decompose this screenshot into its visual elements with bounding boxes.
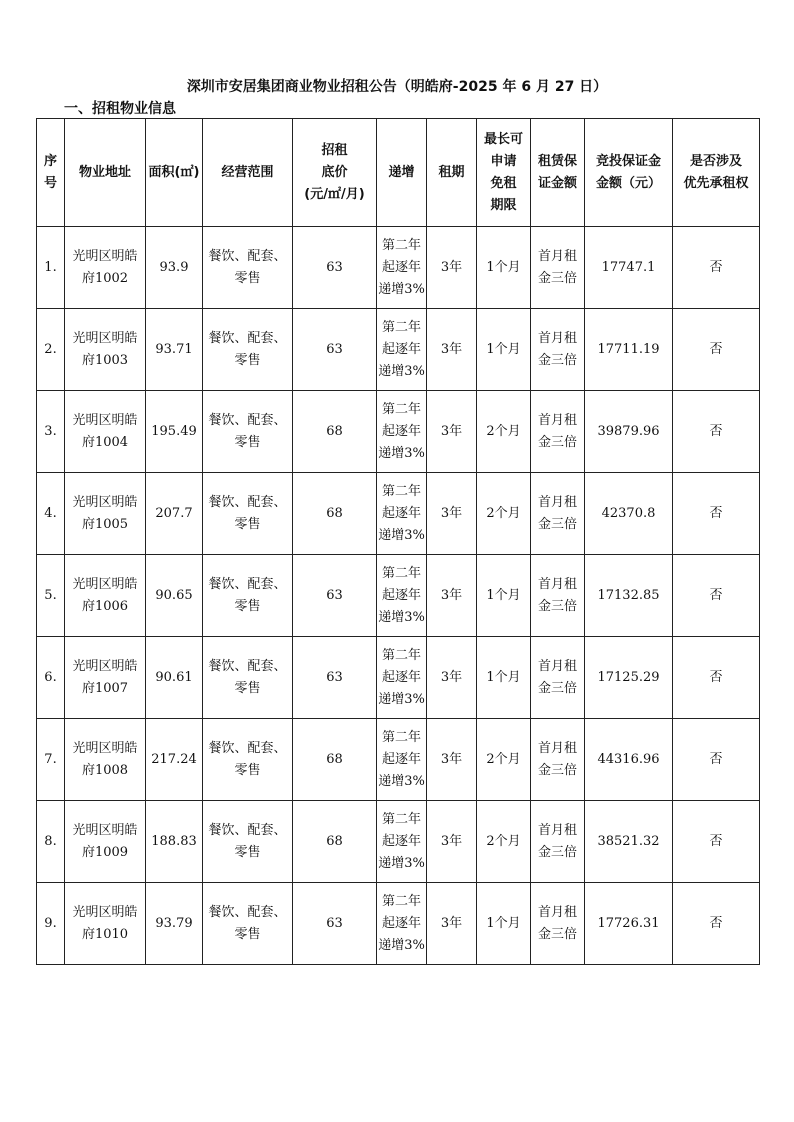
table-row [37, 473, 760, 555]
cell-scope-line: 零售 [234, 762, 261, 778]
cell-bid-deposit: 17726.31 [585, 883, 673, 965]
header-base-price-line: 招租 [321, 142, 348, 158]
cell-address [65, 555, 146, 637]
cell-rent-free: 2个月 [477, 473, 531, 555]
cell-area: 90.61 [146, 637, 203, 719]
table-row [37, 309, 760, 391]
cell-seq: 4. [37, 473, 65, 555]
cell-deposit-line: 首月租 [537, 822, 577, 838]
cell-deposit-line: 首月租 [537, 658, 577, 674]
cell-seq: 6. [37, 637, 65, 719]
header-scope-line: 经营范围 [221, 164, 274, 180]
cell-deposit [531, 555, 585, 637]
cell-address-line: 府1002 [81, 270, 129, 286]
table-row [37, 801, 760, 883]
section-heading: 一、招租物业信息 [64, 101, 176, 117]
cell-increment-line: 递增3% [378, 445, 425, 461]
cell-scope-line: 餐饮、配套、 [208, 330, 287, 346]
cell-bid-deposit: 17132.85 [585, 555, 673, 637]
cell-area: 93.9 [146, 227, 203, 309]
cell-scope [203, 801, 293, 883]
cell-scope-line: 零售 [234, 680, 261, 696]
cell-deposit-line: 金三倍 [537, 844, 577, 860]
cell-seq: 1. [37, 227, 65, 309]
cell-address-line: 府1003 [81, 352, 129, 368]
cell-deposit-line: 首月租 [537, 494, 577, 510]
cell-base-price: 63 [293, 555, 377, 637]
cell-increment-line: 第二年 [381, 893, 421, 909]
cell-bid-deposit: 17747.1 [585, 227, 673, 309]
cell-increment [377, 309, 427, 391]
cell-base-price: 68 [293, 719, 377, 801]
cell-increment-line: 第二年 [381, 729, 421, 745]
header-scope [203, 119, 293, 227]
cell-increment-line: 起逐年 [381, 505, 421, 521]
cell-deposit-line: 金三倍 [537, 680, 577, 696]
cell-priority: 否 [673, 309, 760, 391]
cell-increment-line: 第二年 [381, 319, 421, 335]
header-bid-deposit-line: 金额（元） [595, 175, 661, 191]
cell-deposit-line: 首月租 [537, 248, 577, 264]
cell-deposit-line: 金三倍 [537, 270, 577, 286]
table-row [37, 719, 760, 801]
cell-address-line: 光明区明皓 [72, 330, 138, 346]
cell-address-line: 府1007 [81, 680, 129, 696]
cell-scope [203, 719, 293, 801]
cell-scope-line: 零售 [234, 352, 261, 368]
cell-priority: 否 [673, 391, 760, 473]
cell-bid-deposit: 38521.32 [585, 801, 673, 883]
cell-priority: 否 [673, 801, 760, 883]
cell-priority: 否 [673, 227, 760, 309]
cell-term: 3年 [427, 883, 477, 965]
cell-increment-line: 起逐年 [381, 915, 421, 931]
cell-scope-line: 餐饮、配套、 [208, 412, 287, 428]
cell-increment-line: 第二年 [381, 237, 421, 253]
cell-term: 3年 [427, 391, 477, 473]
cell-scope [203, 883, 293, 965]
cell-base-price: 63 [293, 637, 377, 719]
cell-area: 195.49 [146, 391, 203, 473]
cell-address-line: 光明区明皓 [72, 494, 138, 510]
cell-increment [377, 883, 427, 965]
header-address-line: 物业地址 [78, 164, 131, 180]
cell-increment-line: 递增3% [378, 281, 425, 297]
cell-increment-line: 起逐年 [381, 751, 421, 767]
cell-address-line: 光明区明皓 [72, 412, 138, 428]
cell-increment-line: 起逐年 [381, 833, 421, 849]
cell-scope-line: 零售 [234, 844, 261, 860]
cell-increment-line: 起逐年 [381, 341, 421, 357]
header-rent-free-line: 申请 [490, 153, 517, 169]
cell-scope-line: 餐饮、配套、 [208, 576, 287, 592]
header-deposit-line: 租赁保 [537, 153, 577, 169]
cell-deposit-line: 首月租 [537, 904, 577, 920]
cell-rent-free: 1个月 [477, 555, 531, 637]
header-seq-line: 序 [43, 153, 57, 169]
cell-scope-line: 餐饮、配套、 [208, 740, 287, 756]
cell-increment-line: 第二年 [381, 811, 421, 827]
cell-increment [377, 473, 427, 555]
cell-address-line: 光明区明皓 [72, 248, 138, 264]
cell-increment-line: 起逐年 [381, 669, 421, 685]
cell-increment [377, 719, 427, 801]
cell-scope-line: 餐饮、配套、 [208, 904, 287, 920]
cell-increment-line: 起逐年 [381, 259, 421, 275]
cell-increment-line: 递增3% [378, 937, 425, 953]
cell-address [65, 309, 146, 391]
cell-term: 3年 [427, 473, 477, 555]
cell-deposit [531, 227, 585, 309]
cell-scope [203, 555, 293, 637]
cell-address-line: 府1010 [81, 926, 129, 942]
header-rent-free [477, 119, 531, 227]
cell-bid-deposit: 44316.96 [585, 719, 673, 801]
cell-area: 93.79 [146, 883, 203, 965]
cell-seq: 2. [37, 309, 65, 391]
table-row [37, 555, 760, 637]
header-base-price-line: 底价 [321, 164, 348, 180]
cell-address-line: 光明区明皓 [72, 576, 138, 592]
table-row [37, 883, 760, 965]
header-address [65, 119, 146, 227]
cell-increment-line: 第二年 [381, 647, 421, 663]
cell-base-price: 68 [293, 801, 377, 883]
cell-deposit [531, 637, 585, 719]
cell-deposit [531, 309, 585, 391]
table-row [37, 227, 760, 309]
cell-rent-free: 2个月 [477, 719, 531, 801]
cell-address-line: 光明区明皓 [72, 740, 138, 756]
cell-deposit [531, 883, 585, 965]
cell-seq: 7. [37, 719, 65, 801]
cell-increment [377, 801, 427, 883]
cell-area: 217.24 [146, 719, 203, 801]
header-deposit-line: 证金额 [537, 175, 577, 191]
cell-term: 3年 [427, 309, 477, 391]
cell-rent-free: 1个月 [477, 227, 531, 309]
cell-base-price: 68 [293, 473, 377, 555]
cell-address [65, 391, 146, 473]
cell-scope-line: 零售 [234, 434, 261, 450]
cell-deposit-line: 金三倍 [537, 352, 577, 368]
cell-seq: 8. [37, 801, 65, 883]
cell-scope [203, 391, 293, 473]
cell-area: 90.65 [146, 555, 203, 637]
header-term [427, 119, 477, 227]
cell-base-price: 68 [293, 391, 377, 473]
cell-area: 188.83 [146, 801, 203, 883]
cell-bid-deposit: 42370.8 [585, 473, 673, 555]
cell-deposit-line: 金三倍 [537, 762, 577, 778]
header-rent-free-line: 最长可 [483, 131, 523, 147]
cell-base-price: 63 [293, 883, 377, 965]
cell-increment [377, 555, 427, 637]
cell-increment-line: 第二年 [381, 483, 421, 499]
cell-address [65, 719, 146, 801]
cell-deposit [531, 719, 585, 801]
cell-term: 3年 [427, 555, 477, 637]
cell-base-price: 63 [293, 309, 377, 391]
cell-deposit-line: 首月租 [537, 412, 577, 428]
cell-priority: 否 [673, 719, 760, 801]
cell-scope [203, 637, 293, 719]
cell-base-price: 63 [293, 227, 377, 309]
property-table [36, 118, 760, 965]
cell-increment-line: 第二年 [381, 565, 421, 581]
cell-increment-line: 递增3% [378, 363, 425, 379]
document-title: 深圳市安居集团商业物业招租公告（明皓府-2025 年 6 月 27 日） [186, 79, 608, 95]
cell-increment [377, 227, 427, 309]
header-area-line: 面积(㎡) [148, 164, 200, 180]
cell-rent-free: 1个月 [477, 309, 531, 391]
cell-address-line: 光明区明皓 [72, 658, 138, 674]
cell-scope-line: 零售 [234, 598, 261, 614]
cell-deposit-line: 金三倍 [537, 598, 577, 614]
cell-address-line: 光明区明皓 [72, 904, 138, 920]
header-rent-free-line: 免租 [490, 175, 517, 191]
header-seq-line: 号 [43, 175, 57, 191]
cell-increment-line: 递增3% [378, 527, 425, 543]
header-increment-line: 递增 [388, 164, 415, 180]
cell-rent-free: 2个月 [477, 391, 531, 473]
header-priority-line: 是否涉及 [689, 153, 742, 169]
cell-rent-free: 1个月 [477, 883, 531, 965]
cell-address-line: 府1008 [81, 762, 129, 778]
cell-seq: 3. [37, 391, 65, 473]
cell-scope [203, 227, 293, 309]
cell-scope [203, 473, 293, 555]
header-area [146, 119, 203, 227]
cell-scope-line: 餐饮、配套、 [208, 658, 287, 674]
cell-deposit-line: 金三倍 [537, 434, 577, 450]
cell-increment-line: 递增3% [378, 773, 425, 789]
cell-rent-free: 2个月 [477, 801, 531, 883]
header-bid-deposit-line: 竞投保证金 [595, 153, 661, 169]
header-base-price [293, 119, 377, 227]
header-increment [377, 119, 427, 227]
cell-address [65, 473, 146, 555]
cell-increment [377, 391, 427, 473]
table-row [37, 637, 760, 719]
cell-increment [377, 637, 427, 719]
cell-address-line: 府1004 [81, 434, 129, 450]
cell-scope-line: 餐饮、配套、 [208, 822, 287, 838]
header-term-line: 租期 [438, 164, 465, 180]
cell-bid-deposit: 17125.29 [585, 637, 673, 719]
cell-area: 93.71 [146, 309, 203, 391]
cell-address [65, 883, 146, 965]
cell-scope-line: 零售 [234, 926, 261, 942]
cell-scope [203, 309, 293, 391]
cell-term: 3年 [427, 801, 477, 883]
cell-rent-free: 1个月 [477, 637, 531, 719]
header-rent-free-line: 期限 [490, 197, 517, 213]
cell-seq: 9. [37, 883, 65, 965]
cell-scope-line: 零售 [234, 270, 261, 286]
cell-deposit-line: 首月租 [537, 330, 577, 346]
cell-deposit-line: 金三倍 [537, 516, 577, 532]
cell-priority: 否 [673, 883, 760, 965]
header-bid-deposit [585, 119, 673, 227]
cell-address-line: 府1006 [81, 598, 129, 614]
cell-increment-line: 起逐年 [381, 423, 421, 439]
table-header-row [37, 119, 760, 227]
cell-priority: 否 [673, 473, 760, 555]
cell-address-line: 光明区明皓 [72, 822, 138, 838]
cell-increment-line: 递增3% [378, 691, 425, 707]
cell-address [65, 801, 146, 883]
cell-address [65, 637, 146, 719]
header-base-price-line: (元/㎡/月) [304, 186, 365, 202]
cell-scope-line: 零售 [234, 516, 261, 532]
cell-increment-line: 第二年 [381, 401, 421, 417]
cell-bid-deposit: 17711.19 [585, 309, 673, 391]
header-priority-line: 优先承租权 [683, 175, 749, 191]
cell-address [65, 227, 146, 309]
cell-deposit [531, 801, 585, 883]
cell-deposit [531, 391, 585, 473]
cell-seq: 5. [37, 555, 65, 637]
table-row [37, 391, 760, 473]
cell-bid-deposit: 39879.96 [585, 391, 673, 473]
header-priority [673, 119, 760, 227]
cell-increment-line: 递增3% [378, 855, 425, 871]
cell-deposit-line: 首月租 [537, 576, 577, 592]
cell-priority: 否 [673, 555, 760, 637]
cell-deposit-line: 金三倍 [537, 926, 577, 942]
header-seq [37, 119, 65, 227]
table-body [37, 227, 760, 965]
cell-scope-line: 餐饮、配套、 [208, 248, 287, 264]
header-deposit [531, 119, 585, 227]
cell-increment-line: 递增3% [378, 609, 425, 625]
cell-address-line: 府1009 [81, 844, 129, 860]
cell-term: 3年 [427, 227, 477, 309]
cell-deposit-line: 首月租 [537, 740, 577, 756]
cell-address-line: 府1005 [81, 516, 129, 532]
cell-area: 207.7 [146, 473, 203, 555]
cell-deposit [531, 473, 585, 555]
cell-term: 3年 [427, 719, 477, 801]
cell-scope-line: 餐饮、配套、 [208, 494, 287, 510]
cell-increment-line: 起逐年 [381, 587, 421, 603]
cell-term: 3年 [427, 637, 477, 719]
cell-priority: 否 [673, 637, 760, 719]
